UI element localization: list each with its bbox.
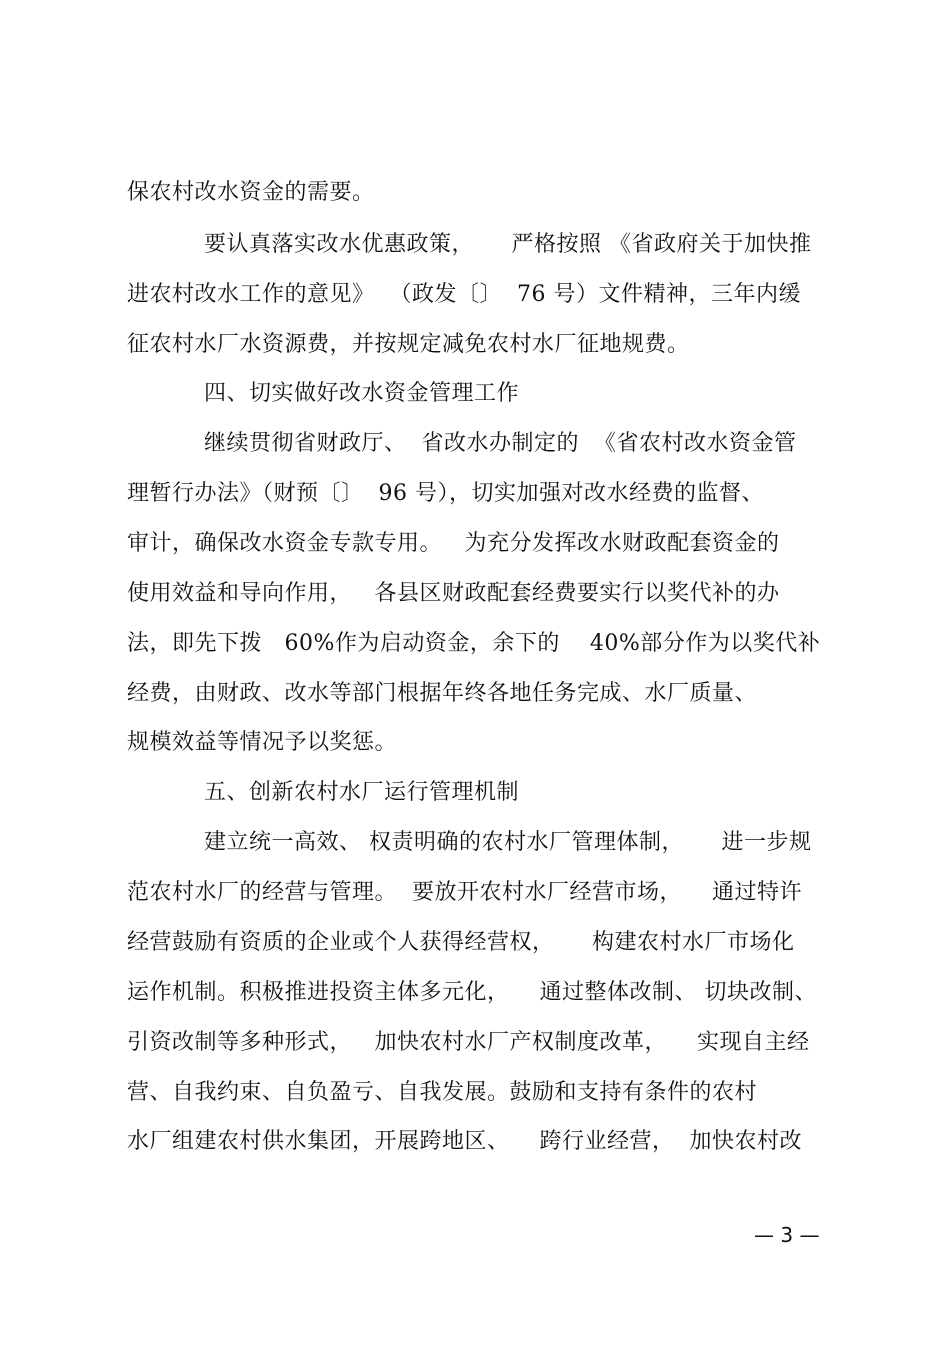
text-line-6: 继续贯彻省财政厅、 省改水办制定的 《省农村改水资金管 — [204, 431, 797, 456]
text-line-12: 规模效益等情况予以奖惩。 — [127, 730, 398, 755]
text-line-3: 进农村改水工作的意见》 （政发〔〕 76 号）文件精神，三年内缓 — [127, 282, 801, 307]
section-heading-5: 五、创新农村水厂运行管理机制 — [204, 780, 520, 805]
page-number: — 3 — — [754, 1223, 820, 1247]
text-line-1: 保农村改水资金的需要。 — [127, 180, 375, 205]
text-line-14: 建立统一高效、 权责明确的农村水厂管理体制， 进一步规 — [204, 830, 812, 855]
text-line-2: 要认真落实改水优惠政策， 严格按照 《省政府关于加快推 — [204, 232, 812, 257]
text-line-8: 审计，确保改水资金专款专用。 为充分发挥改水财政配套资金的 — [127, 531, 780, 556]
text-line-11: 经费，由财政、改水等部门根据年终各地任务完成、水厂质量、 — [127, 681, 758, 706]
section-heading-4: 四、切实做好改水资金管理工作 — [204, 381, 520, 406]
text-line-18: 引资改制等多种形式， 加快农村水厂产权制度改革， 实现自主经 — [127, 1030, 810, 1055]
text-line-20: 水厂组建农村供水集团，开展跨地区、 跨行业经营， 加快农村改 — [127, 1129, 802, 1154]
text-line-17: 运作机制。积极推进投资主体多元化， 通过整体改制、 切块改制、 — [127, 980, 817, 1005]
text-line-16: 经营鼓励有资质的企业或个人获得经营权， 构建农村水厂市场化 — [127, 930, 795, 955]
text-line-19: 营、自我约束、自负盈亏、自我发展。鼓励和支持有条件的农村 — [127, 1080, 758, 1105]
text-line-10: 法，即先下拨 60%作为启动资金，余下的 40%部分作为以奖代补 — [127, 631, 821, 656]
text-line-15: 范农村水厂的经营与管理。 要放开农村水厂经营市场， 通过特许 — [127, 880, 802, 905]
text-line-9: 使用效益和导向作用， 各县区财政配套经费要实行以奖代补的办 — [127, 581, 780, 606]
text-line-7: 理暂行办法》（财预〔〕 96 号），切实加强对改水经费的监督、 — [127, 481, 764, 506]
text-line-4: 征农村水厂水资源费，并按规定减免农村水厂征地规费。 — [127, 332, 690, 357]
